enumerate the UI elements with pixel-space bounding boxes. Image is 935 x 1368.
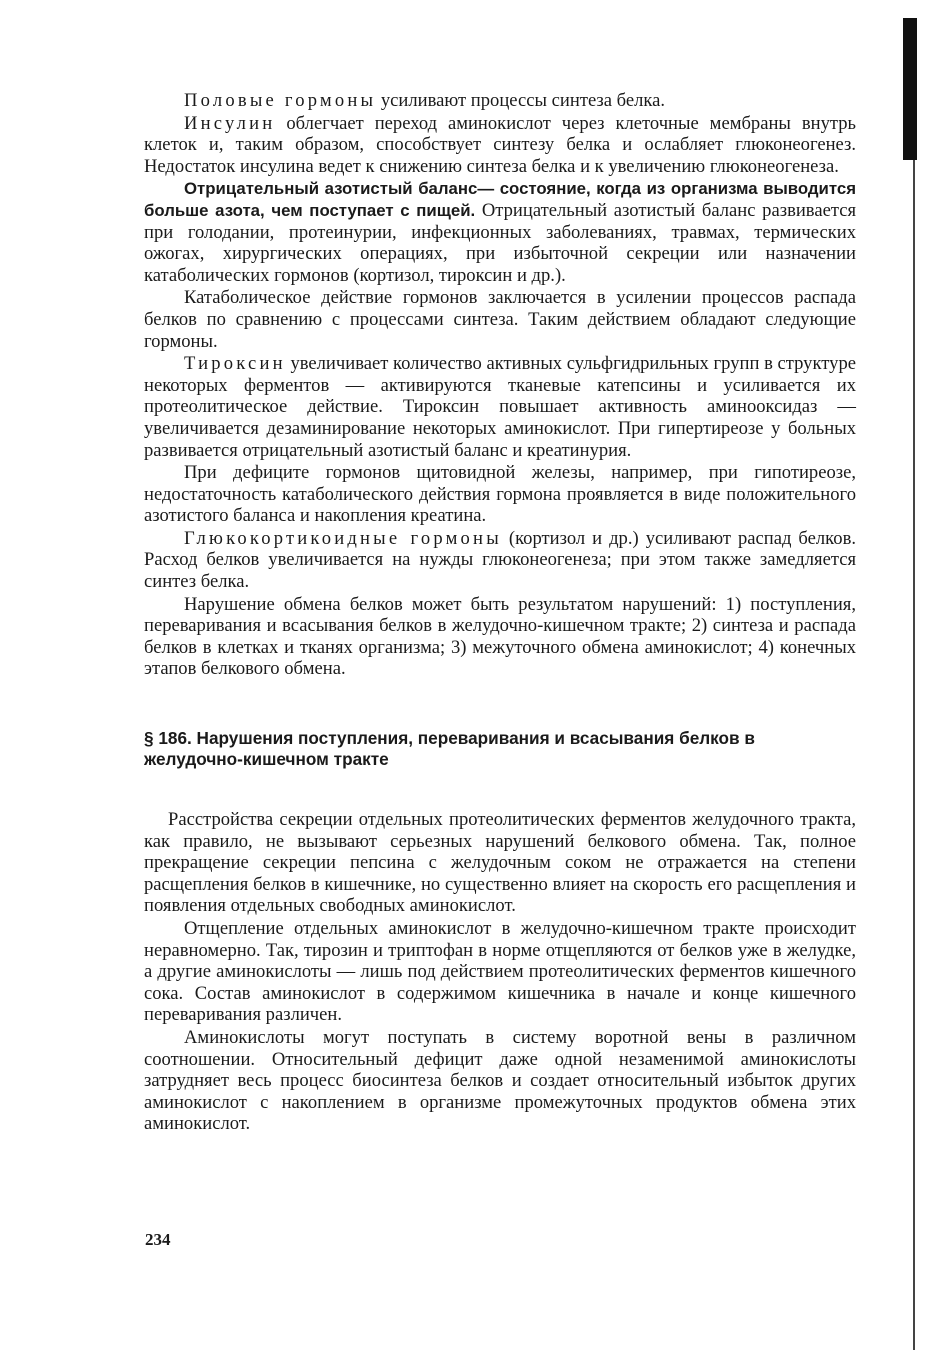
section-hormones (144, 90, 856, 680)
scan-edge-bar (903, 18, 917, 160)
paragraph-text: увеличивает количество активных сульфгидрильных групп в структуре некоторых ферментов — активируются тканевые катепсины и усиливается их протеолитическое действие. Тироксин повышает активность аминооксидаз — увеличивается дезаминирование некоторых аминокислот. При гипертиреозе у больных развивается отрицательный азотистый баланс и креатинурия. (144, 353, 856, 461)
paragraph (144, 178, 856, 286)
page-number: 234 (145, 1230, 171, 1249)
term-spaced: Глюкокортикоидные гормоны (184, 527, 502, 549)
paragraph: Аминокислоты могут поступать в систему воротной вены в различном соотношении. Относительный дефицит даже одной незаменимой аминокислоты затрудняет весь процесс биосинтеза белков и создает относительный избыток других аминокислот с накоплением в организме промежуточных продуктов обмена этих аминокислот. (144, 1026, 856, 1135)
definition-bold: Отрицательный азотистый баланс— состояние, когда из организма выводится больше азота, чем поступает с пищей. (144, 179, 856, 220)
paragraph: Катаболическое действие гормонов заключается в усилении процессов распада белков по сравнению с процессами синтеза. Таким действием обладают следующие гормоны. (144, 287, 856, 352)
page-body (144, 90, 856, 1135)
term-spaced: Тироксин (184, 353, 286, 375)
paragraph-text: усиливают процессы синтеза белка. (376, 90, 666, 111)
paragraph (144, 113, 856, 178)
section-digestion (144, 809, 856, 1135)
paragraph: Расстройства секреции отдельных протеолитических ферментов желудочного тракта, как правило, не вызывают серьезных нарушений белкового обмена. Так, полное прекращение секреции пепсина с желудочным соком не отражается на степени расщепления белков в кишечнике, но существенно влияет на скорость его расщепления и появления отдельных свободных аминокислот. (144, 809, 856, 917)
paragraph (144, 353, 856, 461)
paragraph: При дефиците гормонов щитовидной железы, например, при гипотиреозе, недостаточность катаболического действия гормона проявляется в виде положительного азотистого баланса и накопления креатина. (144, 462, 856, 527)
term-spaced: Инсулин (184, 112, 276, 134)
paragraph: Нарушение обмена белков может быть результатом нарушений: 1) поступления, переваривания и всасывания белков в желудочно-кишечном тракте; 2) синтеза и распада белков в клетках и тканях организма; 3) межуточного обмена аминокислот; 4) конечных этапов белкового обмена. (144, 593, 856, 680)
paragraph-text: (кортизол и др.) усиливают распад белков. Расход белков увеличивается на нужды глюконеогенеза; при этом также замедляется синтез белка. (144, 527, 856, 593)
term-spaced: Половые гормоны (184, 90, 377, 111)
section-heading: § 186. Нарушения поступления, переваривания и всасывания белков в желудочно-кишечном тракте (144, 728, 755, 770)
paragraph-text: облегчает переход аминокислот через клеточные мембраны внутрь клеток и, таким образом, способствует синтезу белка и ослабляет глюконеогенез. Недостаток инсулина ведет к снижению синтеза белка и к увеличению глюконеогенеза. (144, 112, 856, 177)
paragraph-text: Отрицательный азотистый баланс развивается при голодании, протеинурии, инфекционных заболеваниях, травмах, термических ожогах, хирургических операциях, при избыточной секреции или назначении катаболических гормонов (кортизол, тироксин и др.). (144, 199, 856, 286)
paragraph (144, 528, 856, 593)
scan-edge-line (913, 160, 915, 1350)
paragraph (144, 90, 856, 112)
paragraph: Отщепление отдельных аминокислот в желудочно-кишечном тракте происходит неравномерно. Так, тирозин и триптофан в норме отщепляются от белков уже в желудке, а другие аминокислоты — лишь под действием протеолитических ферментов кишечного сока. Состав аминокислот в содержимом кишечника в начале и конце кишечного переваривания различен. (144, 918, 856, 1026)
